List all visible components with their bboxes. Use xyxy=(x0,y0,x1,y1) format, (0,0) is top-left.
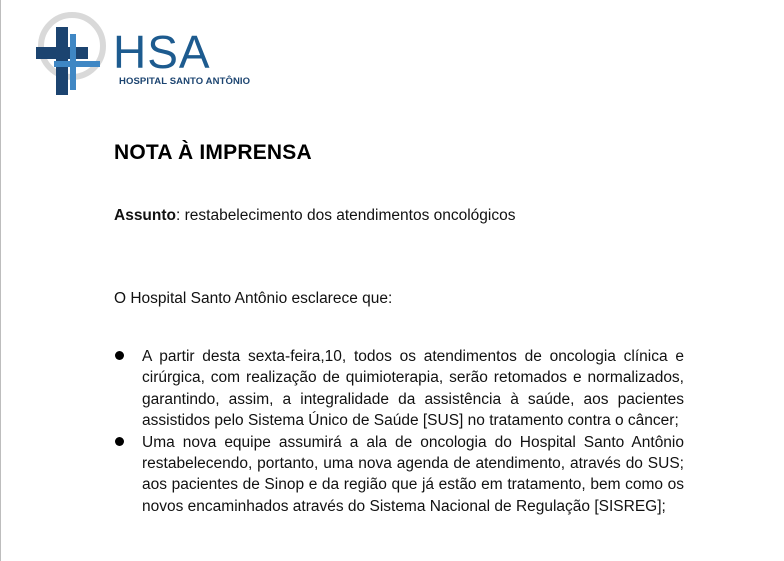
bullet-icon xyxy=(115,437,124,446)
cross-logo-icon xyxy=(34,10,114,100)
logo-wordmark: HSA xyxy=(113,26,211,78)
intro-paragraph: O Hospital Santo Antônio esclarece que: xyxy=(114,290,393,307)
list-item xyxy=(114,432,684,518)
list-item xyxy=(114,346,684,432)
subject-label: Assunto xyxy=(114,207,176,224)
logo-subtitle: HOSPITAL SANTO ANTÔNIO xyxy=(119,76,251,87)
subject-text: : restabelecimento dos atendimentos oncológicos xyxy=(176,207,516,224)
bullet-text: A partir desta sexta-feira,10, todos os atendimentos de oncologia clínica e cirúrgica, com realização de quimioterapia, serão retomados e normalizados, garantindo, assim, a integralidade da assistência à saúde, aos pacientes assistidos pelo Sistema Único de Saúde [SUS] no tratamento contra o câncer; xyxy=(142,348,684,430)
page-edge-rule xyxy=(0,0,1,561)
hospital-logo xyxy=(34,10,264,100)
subject-line xyxy=(114,207,515,225)
bullet-text: Uma nova equipe assumirá a ala de oncologia do Hospital Santo Antônio restabelecendo, portanto, uma nova agenda de atendimento, através do SUS; aos pacientes de Sinop e da região que já estão em tratamento, bem como os novos encaminhados através do Sistema Nacional de Regulação [SISREG]; xyxy=(142,433,684,515)
document-title: NOTA À IMPRENSA xyxy=(114,141,312,164)
bullet-list xyxy=(114,346,684,517)
bullet-icon xyxy=(115,351,124,360)
